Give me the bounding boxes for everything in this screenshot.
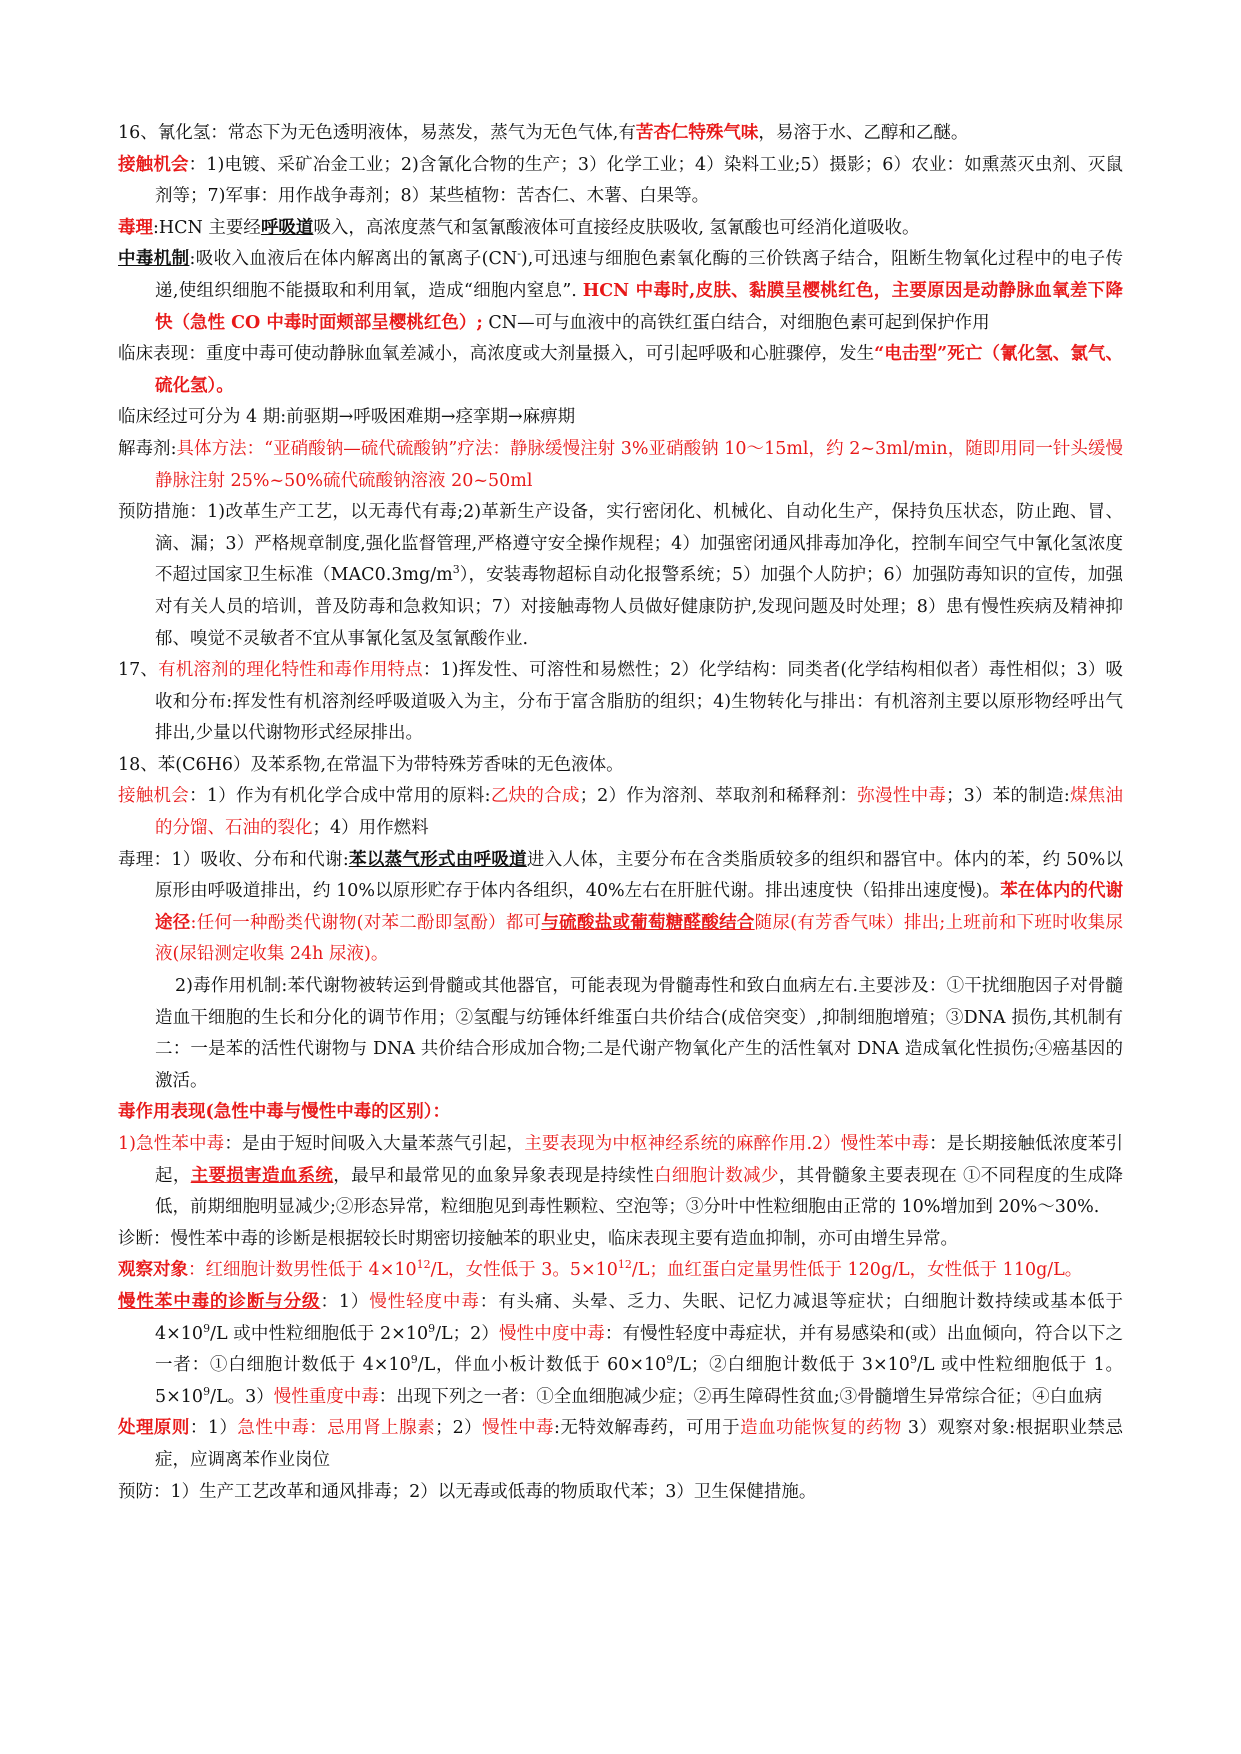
para-hcn-clinical: 临床表现：重度中毒可使动静脉血氧差减小，高浓度或大剂量摄入，可引起呼吸和心脏骤停，发生“电击型”死亡（氰化氢、氯气、硫化氢）。: [118, 344, 1123, 396]
para-benzene-exposure: 接触机会：1）作为有机化学合成中常用的原料:乙炔的合成；2）作为溶剂、萃取剂和稀释剂：弥漫性中毒；3）苯的制造:煤焦油的分馏、石油的裂化；4）用作燃料: [118, 786, 1124, 839]
para-treatment-principles: 处理原则：1）急性中毒：忌用肾上腺素；2）慢性中毒:无特效解毒药，可用于造血功能恢复的药物 3）观察对象:根据职业禁忌症，应调离苯作业岗位: [118, 1418, 1123, 1470]
para-hcn-intro: 16、氰化氢：常态下为无色透明液体，易蒸发，蒸气为无色气体,有苦杏仁特殊气味，易溶于水、乙醇和乙醚。: [118, 123, 969, 143]
para-benzene-intro: 18、苯(C6H6）及苯系物,在常温下为带特殊芳香味的无色液体。: [118, 754, 624, 775]
para-solvent-features: 17、有机溶剂的理化特性和毒作用特点：1)挥发性、可溶性和易燃性；2）化学结构：同类者(化学结构相似者）毒性相似；3）吸收和分布:挥发性有机溶剂经呼吸道吸入为主，分布于富含脂肪的组织；4)生物转化与排出：有机溶剂主要以原形物经呼出气排出,少量以代谢物形式经尿排出。: [118, 660, 1124, 744]
para-benzene-prevention: 预防：1）生产工艺改革和通风排毒；2）以无毒或低毒的物质取代苯；3）卫生保健措施。: [118, 1481, 817, 1502]
para-hcn-mechanism: 中毒机制:吸收入血液后在体内解离出的氰离子(CN-),可迅速与细胞色素氧化酶的三价铁离子结合，阻断生物氧化过程中的电子传递,使组织细胞不能摄取和利用氧，造成“细胞内窒息”. HCN 中毒时,皮肤、黏膜呈樱桃红色，主要原因是动静脉血氧差下降快（急性 CO 中毒时面颊部呈樱桃红色）; CN—可与血液中的高铁红蛋白结合，对细胞色素可起到保护作用: [118, 247, 1124, 333]
para-benzene-toxicology: 毒理：1）吸收、分布和代谢:苯以蒸气形式由呼吸道进入人体，主要分布在含类脂质较多的组织和器官中。体内的苯，约 50%以原形由呼吸道排出，约 10%以原形贮存于体内各组织，40%左右在肝脏代谢。排出速度快（铅排出速度慢)。苯在体内的代谢途径:任何一种酚类代谢物(对苯二酚即氢酚）都可与硫酸盐或葡萄糖醛酸结合随尿(有芳香气味）排出;上班前和下班时收集尿液(尿铅测定收集 24h 尿液)。: [118, 849, 1124, 965]
para-benzene-acute-chronic: 1)急性苯中毒：是由于短时间吸入大量苯蒸气引起，主要表现为中枢神经系统的麻醉作用.2）慢性苯中毒：是长期接触低浓度苯引起，主要损害造血系统，最早和最常见的血象异象表现是持续性白细胞计数减少，其骨髓象主要表现在 ①不同程度的生成降低，前期细胞明显减少;②形态异常，粒细胞见到毒性颗粒、空泡等；③分叶中性粒细胞由正常的 10%增加到 20%～30%.: [118, 1134, 1124, 1218]
para-hcn-antidote: 解毒剂:具体方法：“亚硝酸钠—硫代硫酸钠”疗法：静脉缓慢注射 3%亚硝酸钠 10～15ml，约 2~3ml/min，随即用同一针头缓慢静脉注射 25%~50%硫代硫酸钠溶液 20~50ml: [118, 438, 1123, 491]
para-hcn-prevention: 预防措施：1)改革生产工艺，以无毒代有毒;2)革新生产设备，实行密闭化、机械化、自动化生产，保持负压状态，防止跑、冒、滴、漏；3）严格规章制度,强化监督管理,严格遵守安全操作规程；4）加强密闭通风排毒加净化，控制车间空气中氰化氢浓度不超过国家卫生标准$(MAC0.3mg/m^3)$，安装毒物超标自动化报警系统；5）加强个人防护；6）加强防毒知识的宣传，加强对有关人员的培训，普及防毒和急救知识；7）对接触毒物人员做好健康防护,发现问题及时处理；8）患有慢性疾病及精神抑郁、嗅觉不灵敏者不宜从事氰化氢及氢氰酸作业.: [118, 502, 1123, 649]
para-chronic-grading: 慢性苯中毒的诊断与分级：1）慢性轻度中毒：有头痛、头晕、乏力、失眠、记忆力减退等症状；白细胞计数持续或基本低于 $4\times 10^9/L$ 或中性粒细胞低于 $2\times 10^9/L$；2）慢性中度中毒：有慢性轻度中毒症状，并有易感染和(或）出血倾向，符合以下之一者：①白细胞计数低于 $4\times 10^9/L$，伴血小板计数低于 $60\times 10^9/L$；②白细胞计数低于 $3\times 10^9/L$ 或中性粒细胞低于 1。$5\times 10^9/L$。3）慢性重度中毒：出现下列之一者：①全血细胞减少症；②再生障碍性贫血;③骨髓增生异常综合征；④白血病: [118, 1291, 1124, 1407]
para-hcn-toxicology: 毒理:HCN 主要经呼吸道吸入，高浓度蒸气和氢氰酸液体可直接经皮肤吸收, 氢氰酸也可经消化道吸收。: [118, 217, 920, 238]
para-benzene-diagnosis: 诊断：慢性苯中毒的诊断是根据较长时期密切接触苯的职业史，临床表现主要有造血抑制，亦可由增生异常。: [118, 1228, 958, 1249]
para-hcn-stages: 临床经过可分为 4 期:前驱期→呼吸困难期→痉挛期→麻痹期: [118, 407, 576, 428]
para-hcn-exposure: 接触机会：1)电镀、采矿冶金工业；2)含氰化合物的生产；3）化学工业；4）染料工业;5）摄影；6）农业：如熏蒸灭虫剂、灭鼠剂等；7)军事：用作战争毒剂；8）某些植物：苦杏仁、木薯、白果等。: [118, 154, 1123, 207]
para-benzene-mechanism: 2)毒作用机制:苯代谢物被转运到骨髓或其他器官，可能表现为骨髓毒性和致白血病左右.主要涉及：①干扰细胞因子对骨髓造血干细胞的生长和分化的调节作用；②氢醌与纺锤体纤维蛋白共价结合(成倍突变）,抑制细胞增殖；③DNA 损伤,其机制有二：一是苯的活性代谢物与 DNA 共价结合形成加合物;二是代谢产物氧化产生的活性氧对 DNA 造成氧化性损伤;④癌基因的激活。: [155, 976, 1123, 1091]
section-heading-manifestation: 毒作用表现(急性中毒与慢性中毒的区别）：: [118, 1102, 451, 1123]
para-observation-subjects: 观察对象：红细胞计数男性低于 $4\times 10^{12}/L$，女性低于 3。$5\times 10^{12}/L$；血红蛋白定量男性低于 120g/L，女性低于 110g/L。: [118, 1258, 1083, 1281]
